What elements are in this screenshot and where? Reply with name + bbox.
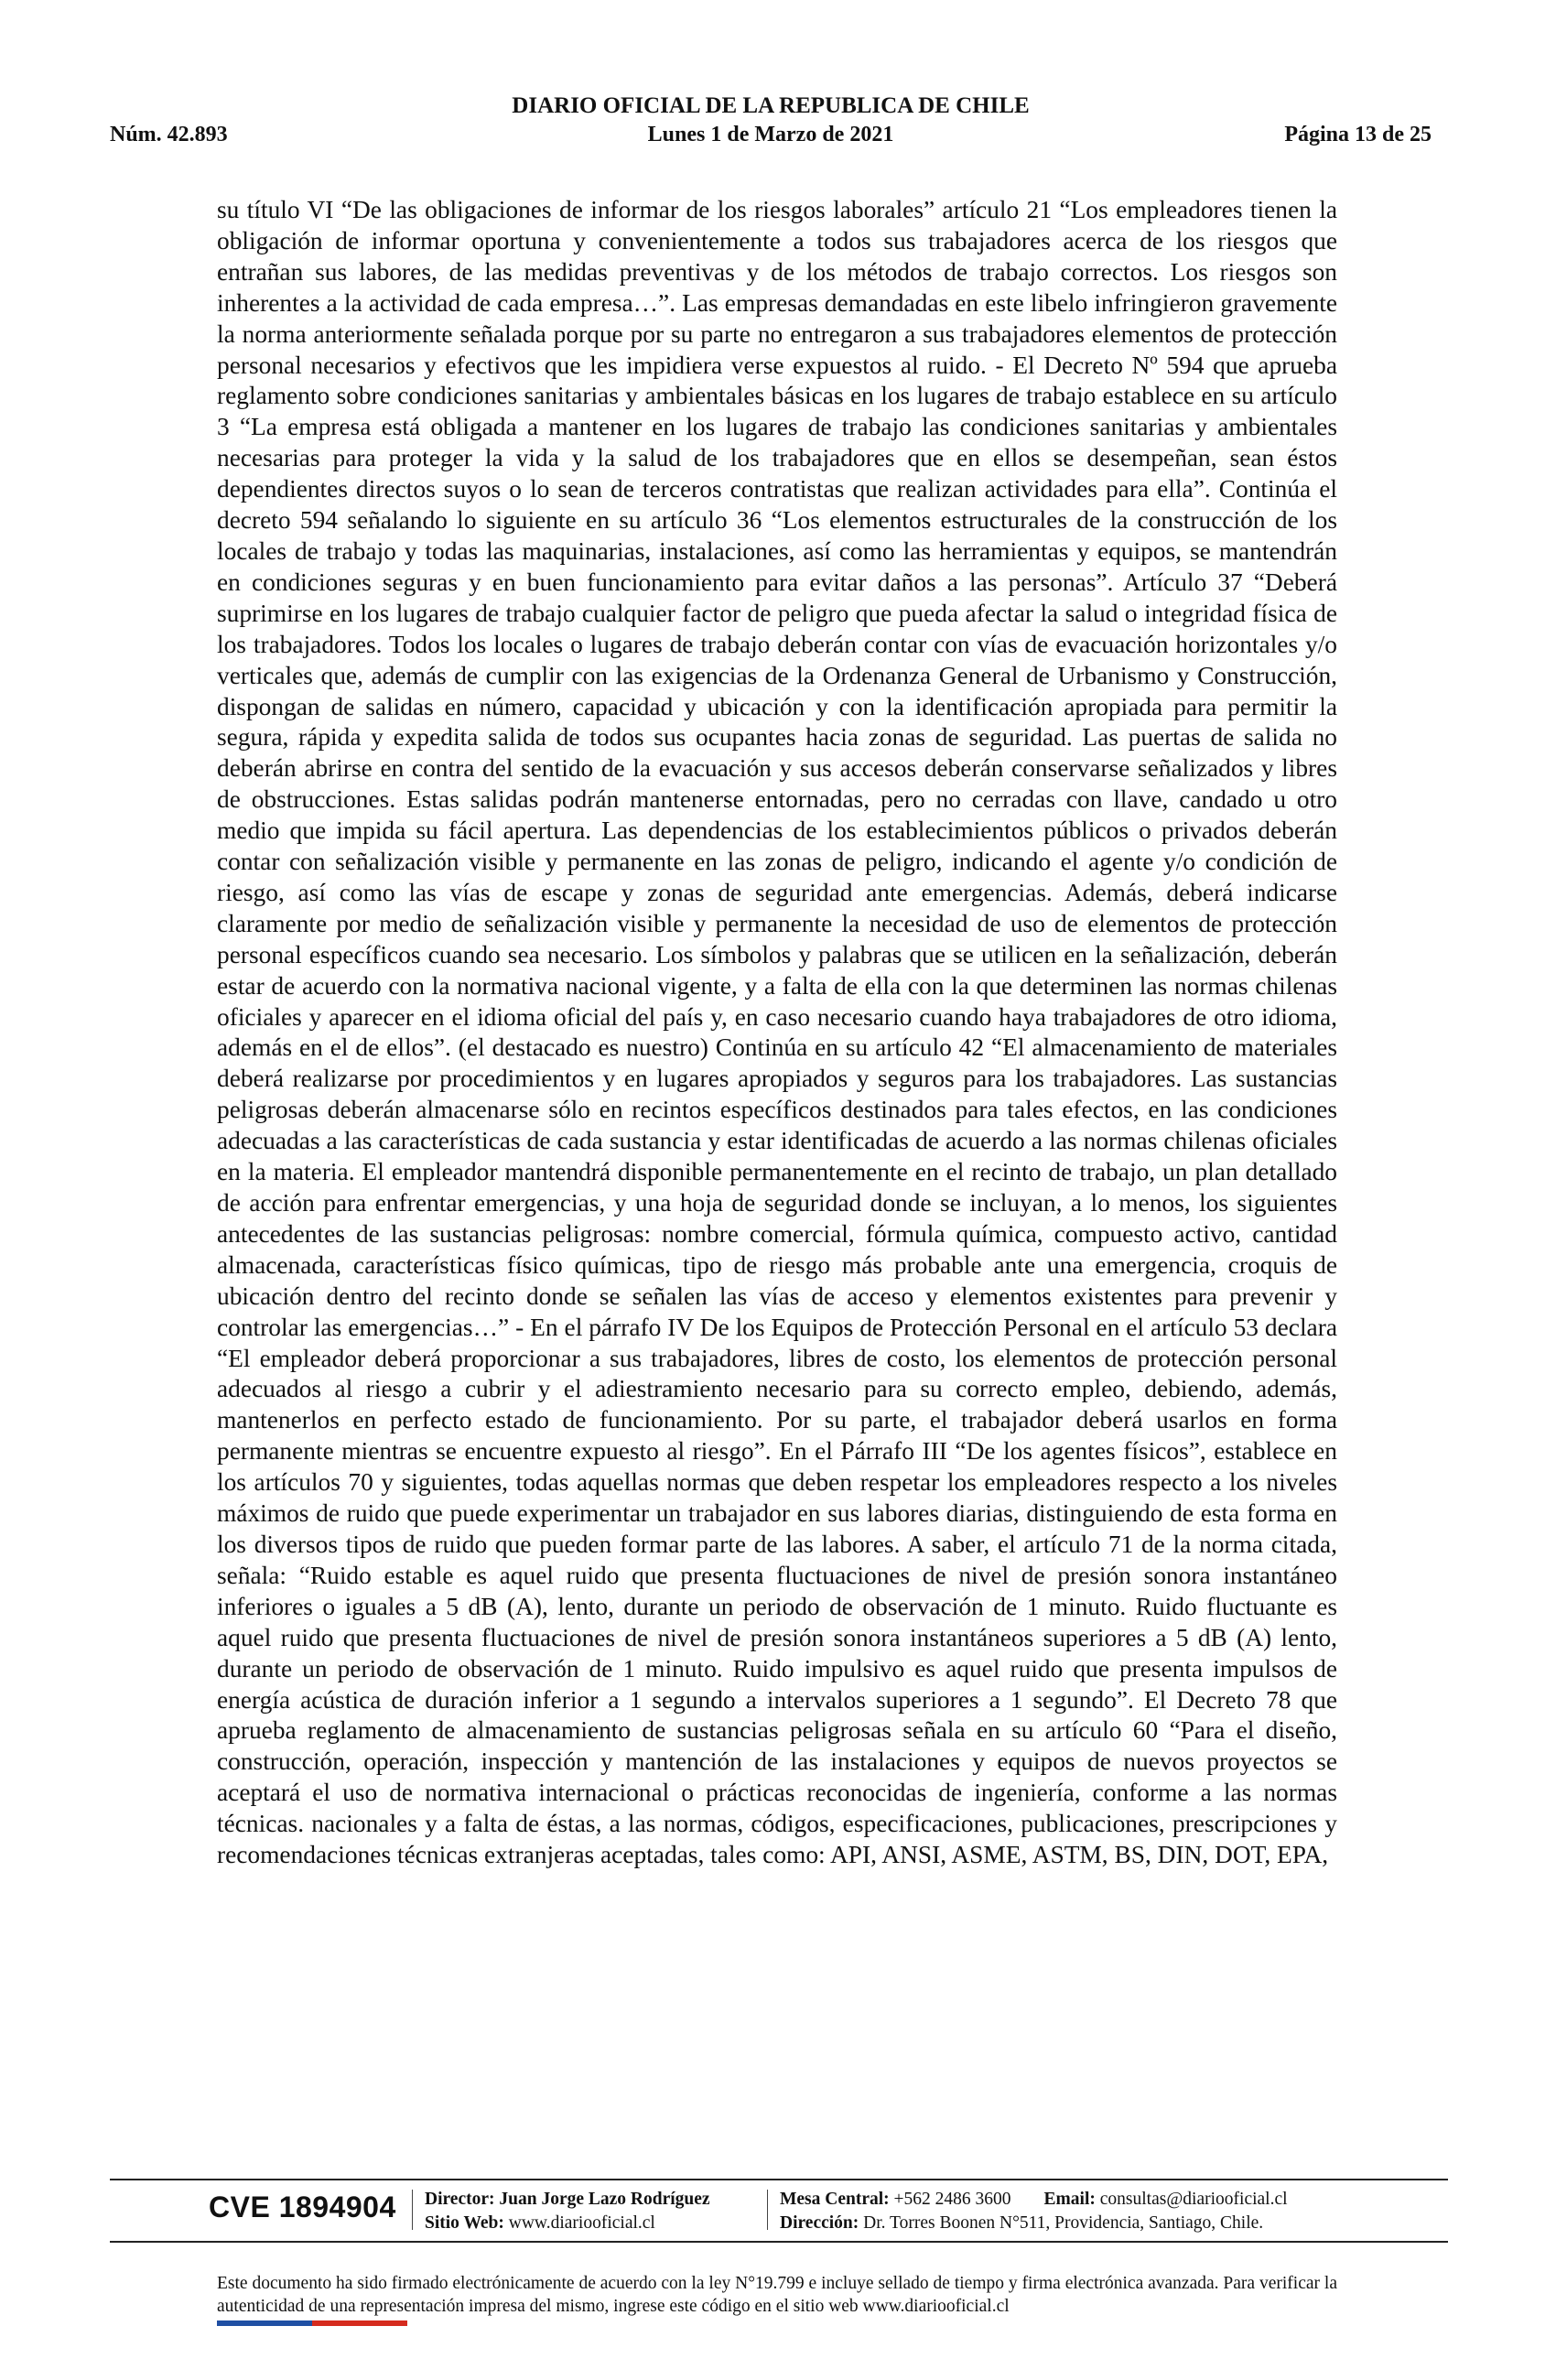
legal-notice: Este documento ha sido firmado electrónicamente de acuerdo con la ley N°19.799 e incluye sellado de tiempo y firma electrónica avanzada. Para verificar la autenticidad de una representación impresa del mismo, ingrese este código en el sitio web www.diariooficial.cl [217,2274,1337,2316]
body-paragraph: su título VI “De las obligaciones de informar de los riesgos laborales” artículo 21 “Los empleadores tienen la obligación de informar oportuna y convenientemente a todos sus trabajadores acerca de los riesgos que entrañan sus labores, de las medidas preventivas y de los métodos de trabajo correctos. Los riesgos son inherentes a la actividad de cada empresa…”. Las empresas demandadas en este libelo infringieron gravemente la norma anteriormente señalada porque por su parte no entregaron a sus trabajadores elementos de protección personal necesarios y efectivos que les impidiera verse expuestos al ruido. - El Decreto Nº 594 que aprueba reglamento sobre condiciones sanitarias y ambientales básicas en los lugares de trabajo establece en su artículo 3 “La empresa está obligada a mantener en los lugares de trabajo las condiciones sanitarias y ambientales necesarias para proteger la vida y la salud de los trabajadores que en ellos se desempeñan, sean éstos dependientes directos suyos o lo sean de terceros contratistas que realizan actividades para ella”. Continúa el decreto 594 señalando lo siguiente en su artículo 36 “Los elementos estructurales de la construcción de los locales de trabajo y todas las maquinarias, instalaciones, así como las herramientas y equipos, se mantendrán en condiciones seguras y en buen funcionamiento para evitar daños a las personas”. Artículo 37 “Deberá suprimirse en los lugares de trabajo cualquier factor de peligro que pueda afectar la salud o integridad física de los trabajadores. Todos los locales o lugares de trabajo deberán contar con vías de evacuación horizontales y/o verticales que, además de cumplir con las exigencias de la Ordenanza General de Urbanismo y Construcción, dispongan de salidas en número, capacidad y ubicación y con la identificación apropiada para permitir la segura, rápida y expedita salida de todos sus ocupantes hacia zonas de seguridad. Las puertas de salida no deberán abrirse en contra del sentido de la evacuación y sus accesos deberán conservarse señalizados y libres de obstrucciones. Estas salidas podrán mantenerse entornadas, pero no cerradas con llave, candado u otro medio que impida su fácil apertura. Las dependencias de los establecimientos públicos o privados deberán contar con señalización visible y permanente en las zonas de peligro, indicando el agente y/o condición de riesgo, así como las vías de escape y zonas de seguridad ante emergencias. Además, deberá indicarse claramente por medio de señalización visible y permanente la necesidad de uso de elementos de protección personal específicos cuando sea necesario. Los símbolos y palabras que se utilicen en la señalización, deberán estar de acuerdo con la normativa nacional vigente, y a falta de ella con la que determinen las normas chilenas oficiales y aparecer en el idioma oficial del país y, en caso necesario cuando haya trabajadores de otro idioma, además en el de ellos”. (el destacado es nuestro) Continúa en su artículo 42 “El almacenamiento de materiales deberá realizarse por procedimientos y en lugares apropiados y seguros para los trabajadores. Las sustancias peligrosas deberán almacenarse sólo en recintos específicos destinados para tales efectos, en las condiciones adecuadas a las características de cada sustancia y estar identificadas de acuerdo a las normas chilenas oficiales en la materia. El empleador mantendrá disponible permanentemente en el recinto de trabajo, un plan detallado de acción para enfrentar emergencias, y una hoja de seguridad donde se incluyan, a lo menos, los siguientes antecedentes de las sustancias peligrosas: nombre comercial, fórmula química, compuesto activo, cantidad almacenada, características físico químicas, tipo de riesgo más probable ante una emergencia, croquis de ubicación dentro del recinto donde se señalen las vías de acceso y elementos existentes para prevenir y controlar las emergencias…” - En el párrafo IV De los Equipos de Protección Personal en el artículo 53 declara “El empleador deberá proporcionar a sus trabajadores, libres de costo, los elementos de protección personal adecuados al riesgo a cubrir y el adiestramiento necesario para su correcto empleo, debiendo, además, mantenerlos en perfecto estado de funcionamiento. Por su parte, el trabajador deberá usarlos en forma permanente mientras se encuentre expuesto al riesgo”. En el Párrafo III “De los agentes físicos”, establece en los artículos 70 y siguientes, todas aquellas normas que deben respetar los empleadores respecto a los niveles máximos de ruido que puede experimentar un trabajador en sus labores diarias, distinguiendo de esta forma en los diversos tipos de ruido que pueden formar parte de las labores. A saber, el artículo 71 de la norma citada, señala: “Ruido estable es aquel ruido que presenta fluctuaciones de nivel de presión sonora instantáneo inferiores o iguales a 5 dB (A), lento, durante un periodo de observación de 1 minuto. Ruido fluctuante es aquel ruido que presenta fluctuaciones de nivel de presión sonora instantáneos superiores a 5 dB (A) lento, durante un periodo de observación de 1 minuto. Ruido impulsivo es aquel ruido que presenta impulsos de energía acústica de duración inferior a 1 segundo a intervalos superiores a 1 segundo”. El Decreto 78 que aprueba reglamento de almacenamiento de sustancias peligrosas señala en su artículo 60 “Para el diseño, construcción, operación, inspección y mantención de las instalaciones y equipos de nuevos proyectos se aceptará el uso de normativa internacional o prácticas reconocidas de ingeniería, conforme a las normas técnicas. nacionales y a falta de éstas, a las normas, códigos, especificaciones, publicaciones, prescripciones y recomendaciones técnicas extranjeras aceptadas, tales como: API, ANSI, ASME, ASTM, BS, DIN, DOT, EPA, [217,196,1337,1869]
footer-divider [412,2190,413,2230]
newspaper-title: DIARIO OFICIAL DE LA REPUBLICA DE CHILE [512,93,1030,118]
email-label: Email: [1043,2190,1096,2209]
contact-line [780,2188,1288,2212]
phone-number: +562 2486 3600 [893,2190,1011,2209]
page-indicator: Página 13 de 25 [1284,123,1432,146]
phone-label: Mesa Central: [780,2190,890,2209]
footer-bottom-rule [110,2241,1448,2243]
chile-flag-bar [217,2320,407,2326]
flag-blue-stripe [217,2320,312,2326]
footer-divider [767,2190,768,2230]
email-link[interactable]: consultas@diariooficial.cl [1099,2190,1288,2209]
website-line [425,2212,710,2235]
page-header [110,93,1432,150]
cve-code: CVE 1894904 [209,2191,396,2223]
director-name: Juan Jorge Lazo Rodríguez [499,2190,710,2209]
address-text: Dr. Torres Boonen N°511, Providencia, Santiago, Chile. [863,2213,1264,2233]
footer-contact-block [780,2188,1288,2235]
website-link[interactable]: www.diariooficial.cl [508,2213,655,2233]
address-line [780,2212,1288,2235]
director-label: Director: [425,2190,495,2209]
director-line [425,2188,710,2212]
website-label: Sitio Web: [425,2213,504,2233]
address-label: Dirección: [780,2213,859,2233]
footer-top-rule [110,2179,1448,2180]
issue-number: Núm. 42.893 [110,123,228,146]
footer-director-block [425,2188,710,2235]
issue-date: Lunes 1 de Marzo de 2021 [647,123,894,146]
flag-red-stripe [312,2320,407,2326]
